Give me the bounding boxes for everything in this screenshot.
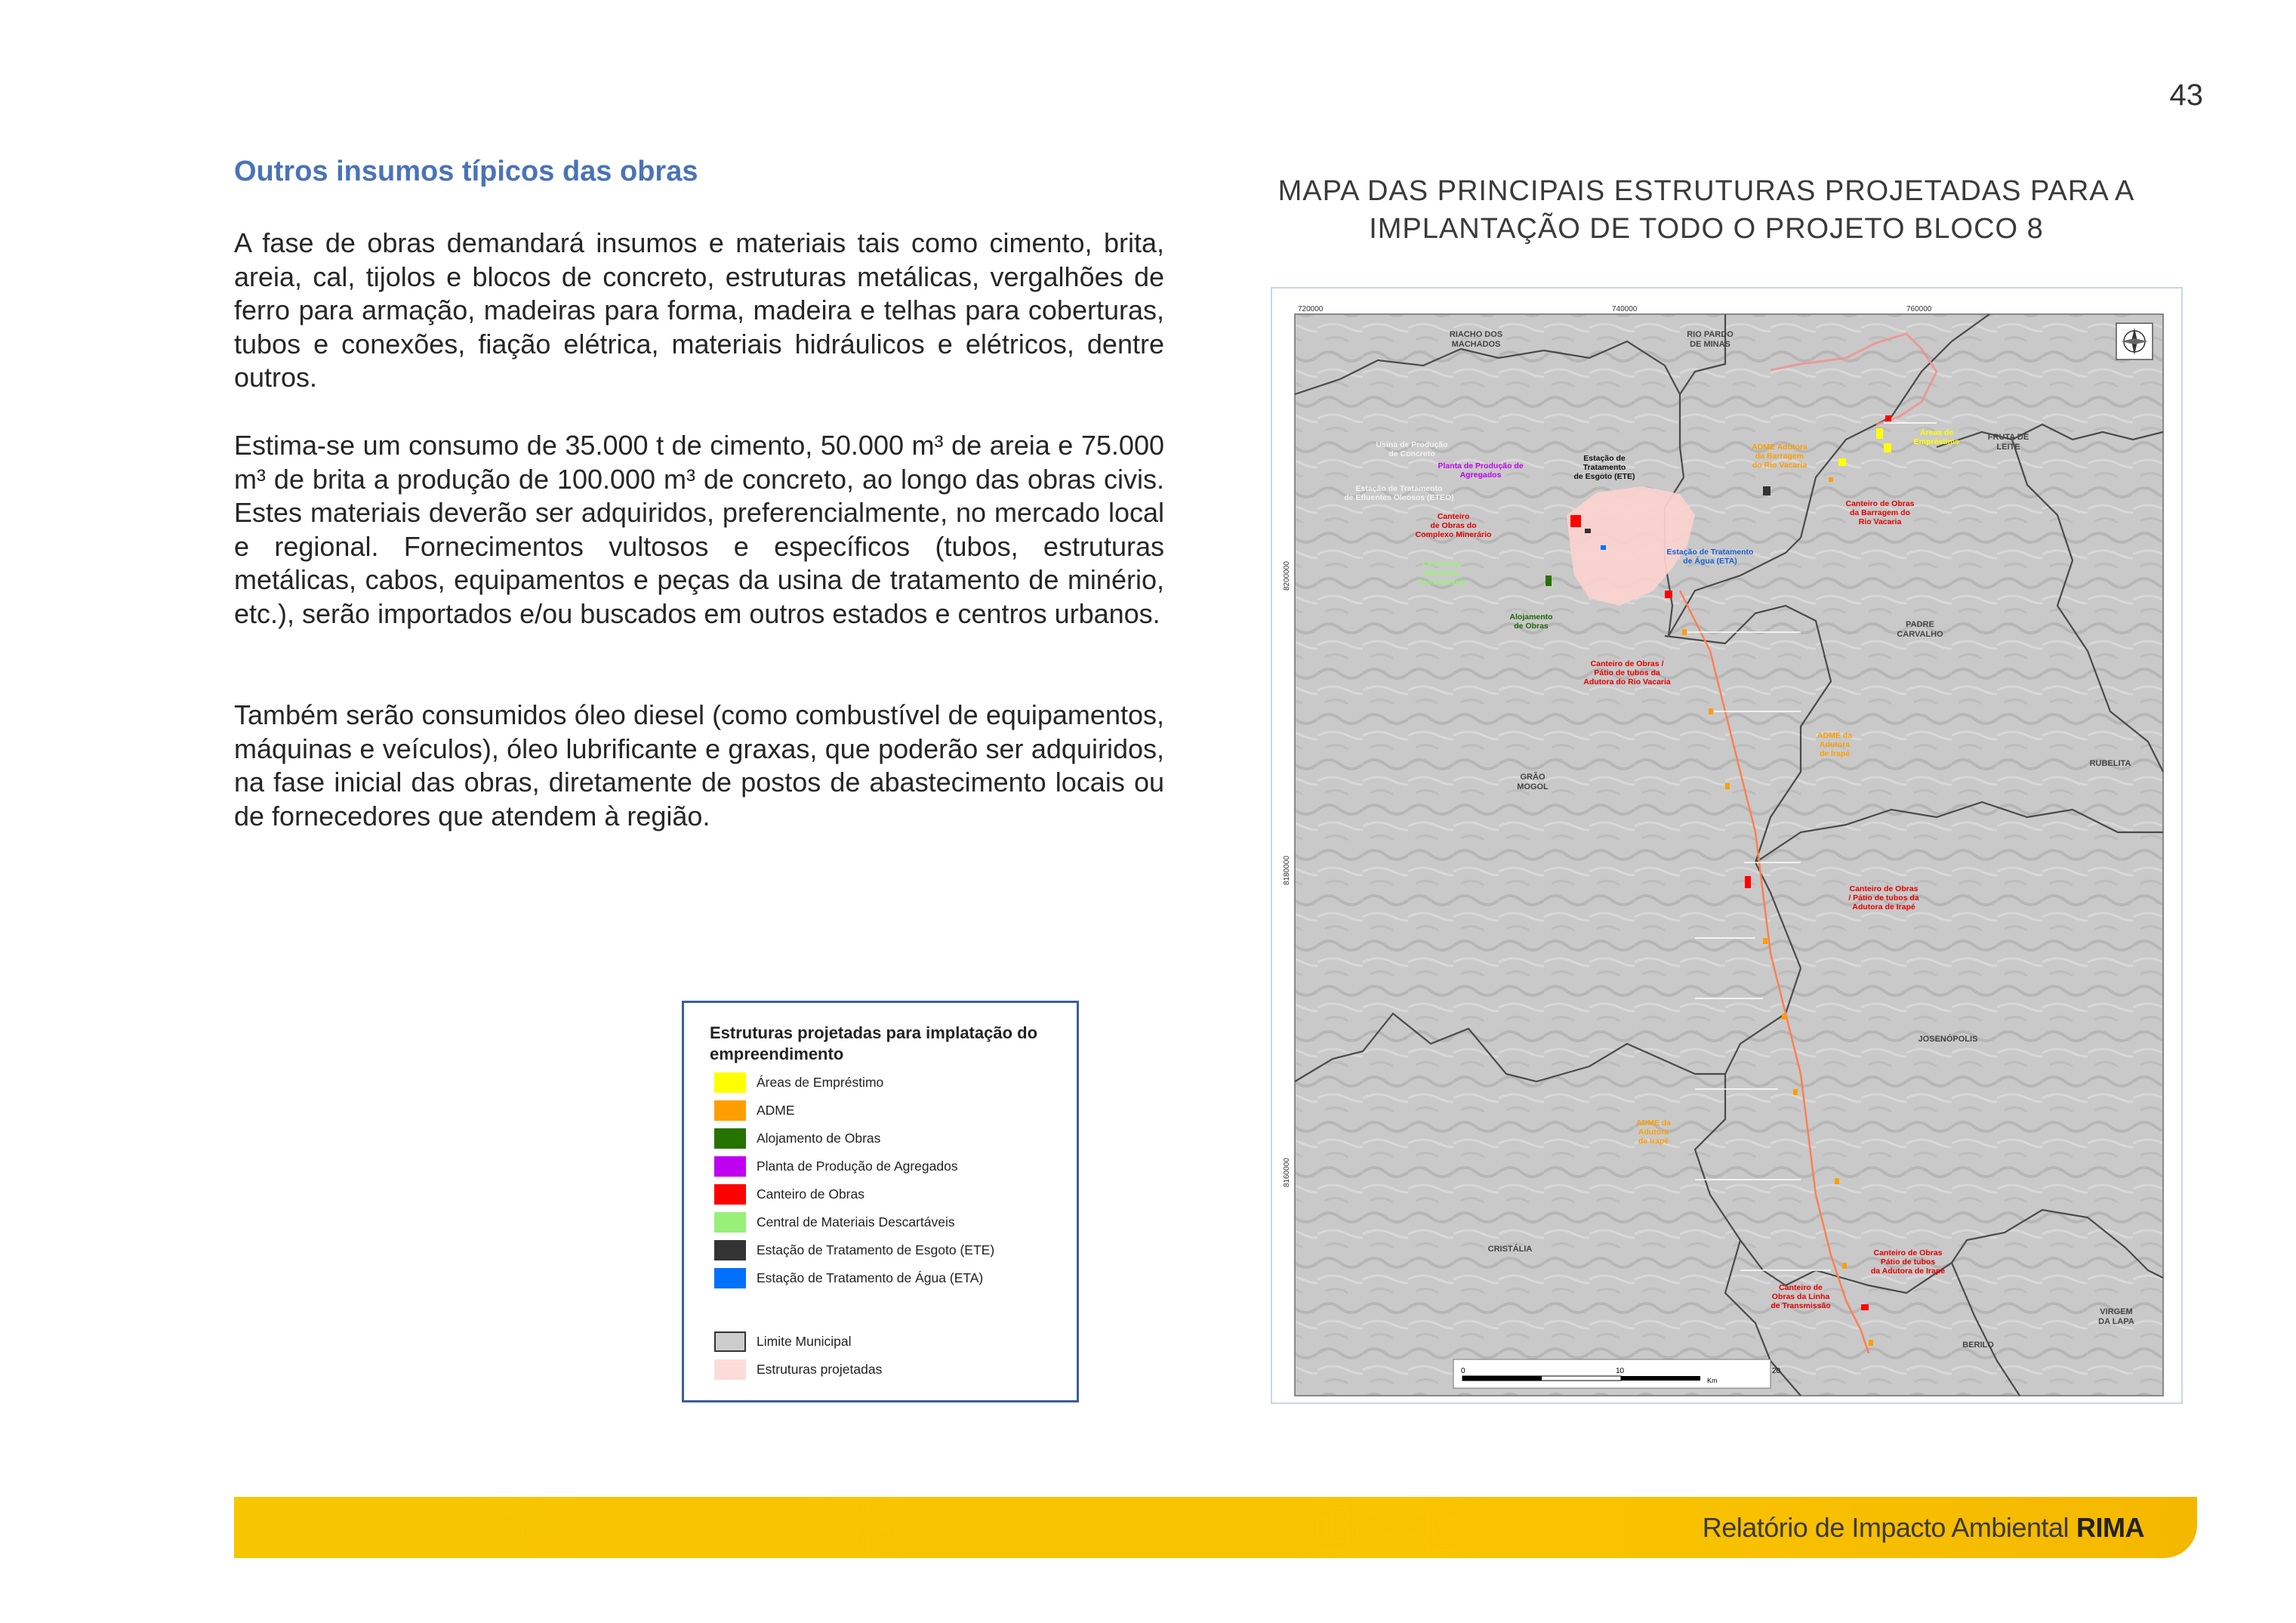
legend-label: Canteiro de Obras	[757, 1186, 864, 1202]
ete-marker	[1763, 486, 1771, 495]
emprestimo-marker	[1884, 443, 1891, 452]
ete-marker	[1585, 529, 1591, 533]
legend-item	[714, 1358, 882, 1381]
footer-rima: RIMA	[2076, 1512, 2144, 1543]
emprestimo-marker	[1838, 458, 1846, 466]
legend-item	[714, 1127, 880, 1149]
grid-label: 8160000	[1283, 1158, 1291, 1187]
legend-swatch	[714, 1240, 746, 1260]
annotation-adme-barragem: ADME Adutora da Barragem do Rio Vacaria	[1752, 443, 1808, 470]
annotation-canteiro-barragem: Canteiro de Obras da Barragem do Rio Vacaria	[1845, 499, 1915, 526]
canteiro-marker	[1665, 591, 1672, 598]
section-heading: Outros insumos típicos das obras	[234, 156, 698, 187]
legend-item	[714, 1183, 864, 1205]
legend-item	[714, 1155, 958, 1177]
annotation-central: Central de Materiais Descartáveis	[1417, 560, 1467, 587]
footer-title	[1703, 1512, 2144, 1544]
canteiro-marker	[1570, 515, 1581, 527]
scale-label: 10	[1616, 1367, 1625, 1375]
municipality-label: FRUTA DE LEITE	[1987, 433, 2029, 452]
annotation-canteiro-lt: Canteiro de Obras da Linha de Transmissão	[1771, 1283, 1831, 1310]
legend-label: Alojamento de Obras	[757, 1130, 881, 1146]
adme-marker	[1835, 1178, 1839, 1184]
legend-swatch	[714, 1184, 746, 1205]
legend-label: ADME	[757, 1102, 795, 1118]
legend-title: Estruturas projetadas para implatação do empreendimento	[710, 1023, 1038, 1063]
scale-unit: Km	[1707, 1377, 1718, 1384]
adme-marker	[1782, 1014, 1786, 1020]
annotation-usina: Usina de Produção de Concreto	[1376, 440, 1448, 458]
grid-label: 760000	[1906, 305, 1932, 313]
paragraph-consumption: Estima-se um consumo de 35.000 t de cimento, 50.000 m³ de areia e 75.000 m³ de brita a produção de 100.000 m³ de concreto, ao longo das obras civis. Estes materiais deverão ser adquiridos, preferencialmente, no mercado local e regional. Fornecimentos vultosos e específicos (tubos, estruturas metálicas, cabos, equipamentos e peças da usina de tratamento de minério, etc.), serão importados e/ou buscados em outros estados e centros urbanos.	[234, 430, 1164, 629]
municipality-label: CRISTÁLIA	[1487, 1245, 1533, 1254]
annotation-alojamento: Alojamento de Obras	[1509, 612, 1553, 631]
adme-marker	[1793, 1089, 1798, 1095]
legend-label: Áreas de Empréstimo	[757, 1074, 884, 1090]
legend-swatch	[714, 1212, 746, 1233]
map-legend	[682, 1001, 1079, 1402]
legend-swatch	[714, 1359, 746, 1380]
grid-label: 8180000	[1283, 856, 1291, 885]
annotation-ete: Estação de Tratamento de Esgoto (ETE)	[1573, 454, 1635, 481]
emprestimo-marker	[1876, 428, 1883, 439]
legend-item	[714, 1071, 883, 1094]
scale-label: 20	[1772, 1367, 1781, 1375]
scale-label: 0	[1461, 1367, 1465, 1375]
canteiro-marker	[1745, 876, 1751, 888]
grid-label: 720000	[1298, 305, 1324, 313]
legend-swatch	[714, 1268, 746, 1288]
annotation-canteiro-irape-1: Canteiro de Obras / Pátio de tubos da Adutora de Irapé	[1848, 884, 1919, 912]
legend-item	[714, 1099, 795, 1122]
legend-label: Estação de Tratamento de Água (ETA)	[757, 1270, 984, 1285]
footer-bar	[234, 1497, 2197, 1558]
map-title-line2: IMPLANTAÇÃO DE TODO O PROJETO BLOCO 8	[1369, 213, 2044, 245]
legend-swatch	[714, 1100, 746, 1121]
municipality-label: VIRGEM DA LAPA	[2098, 1307, 2134, 1326]
legend-swatch	[714, 1072, 746, 1093]
legend-label: Central de Materiais Descartáveis	[757, 1214, 955, 1230]
eta-marker	[1601, 545, 1606, 550]
adme-marker	[1763, 938, 1767, 944]
legend-item	[714, 1239, 994, 1261]
adme-marker	[1682, 629, 1687, 635]
paragraph-fuel: Também serão consumidos óleo diesel (como combustível de equipamentos, máquinas e veículos), óleo lubrificante e graxas, que poderão ser adquiridos, na fase inicial das obras, diretamente de postos de abastecimento locais ou de fornecedores que atendem à região.	[234, 699, 1164, 832]
adme-marker	[1829, 477, 1833, 482]
legend-swatch	[714, 1128, 746, 1149]
map-title	[1276, 172, 2137, 248]
page-number: 43	[2169, 79, 2203, 112]
municipality-label: RIACHO DOS MACHADOS	[1449, 330, 1503, 349]
map-canvas	[1272, 288, 2184, 1405]
grid-label: 8200000	[1283, 561, 1291, 591]
municipality-label: GRÃO MOGOL	[1517, 773, 1549, 791]
annotation-planta: Planta de Produção de Agregados	[1438, 461, 1524, 480]
municipality-label: BERILO	[1962, 1341, 1994, 1350]
canteiro-marker	[1861, 1304, 1869, 1310]
scale-bar	[1453, 1359, 1781, 1388]
annotation-canteiro-vacaria: Canteiro de Obras / Pátio de tubos da Adutora do Rio Vacaria	[1583, 659, 1671, 687]
legend-item	[714, 1267, 983, 1289]
adme-marker	[1842, 1263, 1847, 1269]
legend-swatch	[714, 1156, 746, 1177]
annotation-efluentes: Estação de Tratamento de Efluentes Oleosos (ETEO)	[1344, 484, 1454, 502]
canteiro-marker	[1885, 415, 1891, 421]
municipality-label: RUBELITA	[2089, 759, 2131, 768]
legend-label: Estação de Tratamento de Esgoto (ETE)	[757, 1242, 995, 1257]
legend-swatch	[714, 1331, 746, 1352]
municipality-label: RIO PARDO DE MINAS	[1687, 330, 1734, 349]
project-map	[1271, 287, 2183, 1404]
legend-label: Limite Municipal	[757, 1333, 852, 1349]
legend-label: Estruturas projetadas	[757, 1361, 883, 1377]
map-title-line1: MAPA DAS PRINCIPAIS ESTRUTURAS PROJETADAS PARA A	[1277, 175, 2135, 207]
annotation-canteiro-irape-2: Canteiro de Obras Pátio de tubos da Adutora de Irapé	[1870, 1248, 1946, 1276]
annotation-eta: Estação de Tratamento de Água (ETA)	[1666, 548, 1754, 566]
annotation-adme-irape-2: ADME da Adutora de Irapé	[1635, 1119, 1672, 1146]
annotation-adme-irape-1: ADME da Adutora de Irapé	[1817, 731, 1853, 758]
municipality-label: JOSENÓPOLIS	[1918, 1035, 1978, 1044]
adme-marker	[1869, 1340, 1873, 1346]
annotation-areas-emprestimo: Áreas de Empréstimo	[1913, 428, 1960, 446]
legend-item	[714, 1211, 955, 1233]
north-arrow-icon	[2116, 323, 2153, 359]
alojamento-marker	[1546, 575, 1552, 586]
adme-marker	[1725, 783, 1730, 789]
map-relief-area	[1295, 314, 2163, 1396]
annotation-canteiro-complexo: Canteiro de Obras do Complexo Minerário	[1415, 512, 1492, 539]
grid-label: 740000	[1612, 305, 1638, 313]
adme-marker	[1709, 708, 1713, 714]
municipality-label: PADRE CARVALHO	[1897, 620, 1943, 639]
legend-label: Planta de Produção de Agregados	[757, 1158, 958, 1174]
paragraph-materials: A fase de obras demandará insumos e materiais tais como cimento, brita, areia, cal, tijolos e blocos de concreto, estruturas metálicas, vergalhões de ferro para armação, madeiras para forma, madeira e telhas para coberturas, tubos e conexões, fiação elétrica, materiais hidráulicos e elétricos, dentre outros.	[234, 227, 1164, 393]
footer-text: Relatório de Impacto Ambiental	[1702, 1512, 2069, 1543]
legend-item	[714, 1330, 851, 1353]
